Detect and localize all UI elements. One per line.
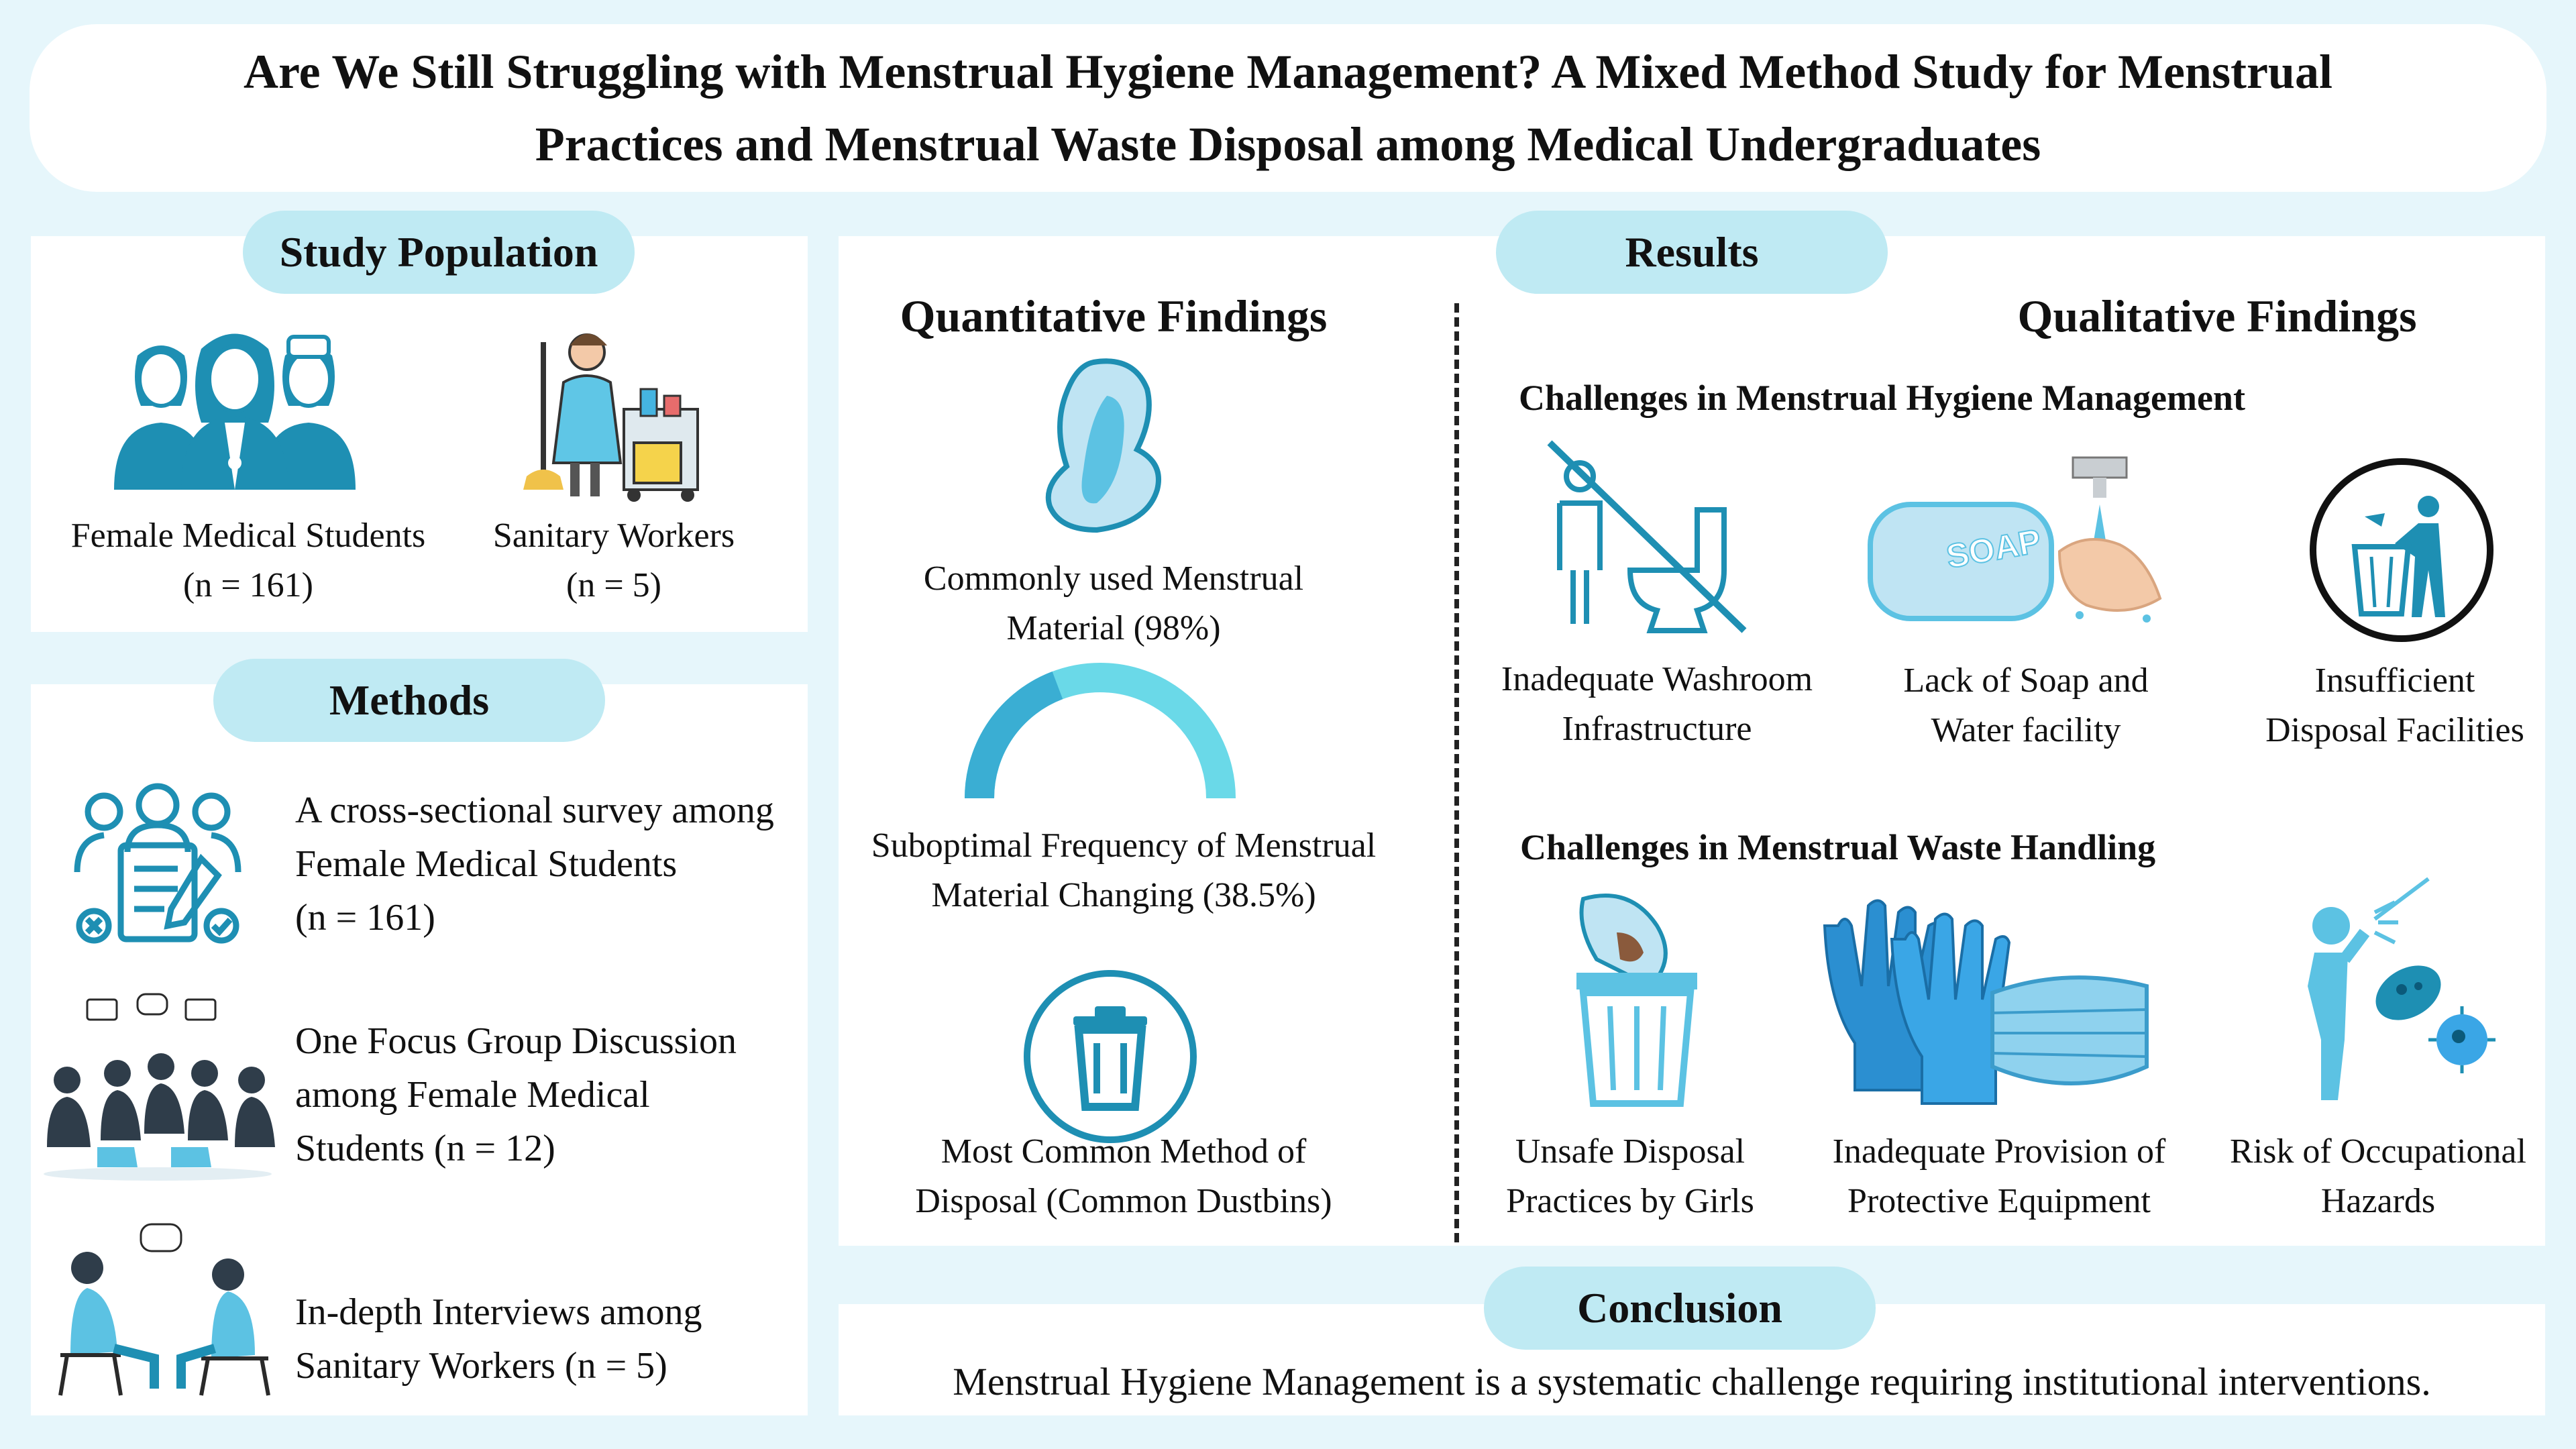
disposal-sign-icon [2308,456,2496,644]
quant-item-disposal [845,1127,1402,1226]
waste-item-unsafe [1476,1127,1784,1226]
sanitary-pad-icon [1026,356,1194,537]
hazard-germs-icon [2294,872,2516,1107]
method-line: Female Medical Students [295,843,678,885]
no-toilet-icon [1543,436,1758,637]
waste-item-ppe [1811,1127,2187,1226]
quant-item-material [845,554,1382,653]
mhm-line: Insufficient [2314,661,2475,700]
mhm-item-disposal [2241,656,2549,755]
focus-group-icon [37,993,278,1181]
method-item-survey [295,784,805,945]
waste-line: Risk of Occupational [2230,1132,2526,1171]
title-line-1: Are We Still Struggling with Menstrual Hygiene Management? A Mixed Method Study for Menstrual [244,45,2332,99]
mhm-line: Water facility [1931,711,2121,749]
quant-line: Suboptimal Frequency of Menstrual [871,826,1377,865]
method-line: Students (n = 12) [295,1128,555,1169]
method-item-interviews [295,1285,805,1393]
study-population-heading: Study Population [243,211,635,294]
waste-line: Hazards [2320,1182,2436,1220]
population-label: Sanitary Workers [492,517,735,555]
mhm-item-washroom [1476,655,1838,754]
conclusion-heading: Conclusion [1484,1267,1876,1350]
dustbin-icon [1020,966,1201,1147]
quant-line: Commonly used Menstrual [923,559,1304,598]
interview-icon [47,1221,275,1402]
gloves-mask-icon [1825,899,2160,1107]
results-heading: Results [1496,211,1888,294]
method-line: (n = 161) [295,897,435,938]
results-divider [1454,303,1459,1242]
method-line: In-depth Interviews among [295,1291,702,1333]
quant-line: Disposal (Common Dustbins) [915,1182,1332,1220]
mhm-challenges-heading: Challenges in Menstrual Hygiene Management [1519,378,2245,418]
population-label: Female Medical Students [70,517,426,555]
method-line: Sanitary Workers (n = 5) [295,1345,667,1387]
mhm-item-soap [1865,656,2187,755]
waste-line: Protective Equipment [1847,1182,2151,1220]
quant-line: Material (98%) [1006,609,1221,647]
method-line: A cross-sectional survey among [295,790,774,831]
population-group-students [40,511,456,610]
methods-heading: Methods [213,659,605,742]
soap-label: SOAP [1943,522,2044,576]
quant-line: Most Common Method of [941,1132,1307,1171]
waste-line: Inadequate Provision of [1832,1132,2166,1171]
title-banner [30,24,2546,192]
mhm-line: Disposal Facilities [2265,711,2524,749]
female-doctors-icon [101,329,369,490]
conclusion-text: Menstrual Hygiene Management is a systematic challenge requiring institutional interventions. [953,1360,2431,1403]
half-gauge-icon [966,671,1234,805]
waste-challenges-heading: Challenges in Menstrual Waste Handling [1520,827,2156,867]
cleaner-icon [517,315,704,503]
method-line: among Female Medical [295,1074,650,1116]
quant-item-frequency [845,821,1402,920]
soap-handwash-icon [1865,451,2174,632]
population-group-workers [456,511,771,610]
method-item-fgd [295,1014,805,1175]
quant-line: Material Changing (38.5%) [931,876,1316,914]
mhm-line: Lack of Soap and [1903,661,2149,700]
pad-in-bin-icon [1570,885,1704,1107]
waste-line: Practices by Girls [1506,1182,1754,1220]
qualitative-heading: Qualitative Findings [2017,290,2417,341]
waste-line: Unsafe Disposal [1515,1132,1746,1171]
mhm-line: Infrastructure [1562,710,1752,748]
mhm-line: Inadequate Washroom [1501,660,1813,698]
title-line-2: Practices and Menstrual Waste Disposal among Medical Undergraduates [535,117,2041,171]
survey-icon [70,785,245,946]
population-count: (n = 5) [566,566,661,604]
method-line: One Focus Group Discussion [295,1020,737,1062]
population-count: (n = 161) [183,566,313,604]
quantitative-heading: Quantitative Findings [900,290,1328,341]
waste-item-hazards [2214,1127,2542,1226]
